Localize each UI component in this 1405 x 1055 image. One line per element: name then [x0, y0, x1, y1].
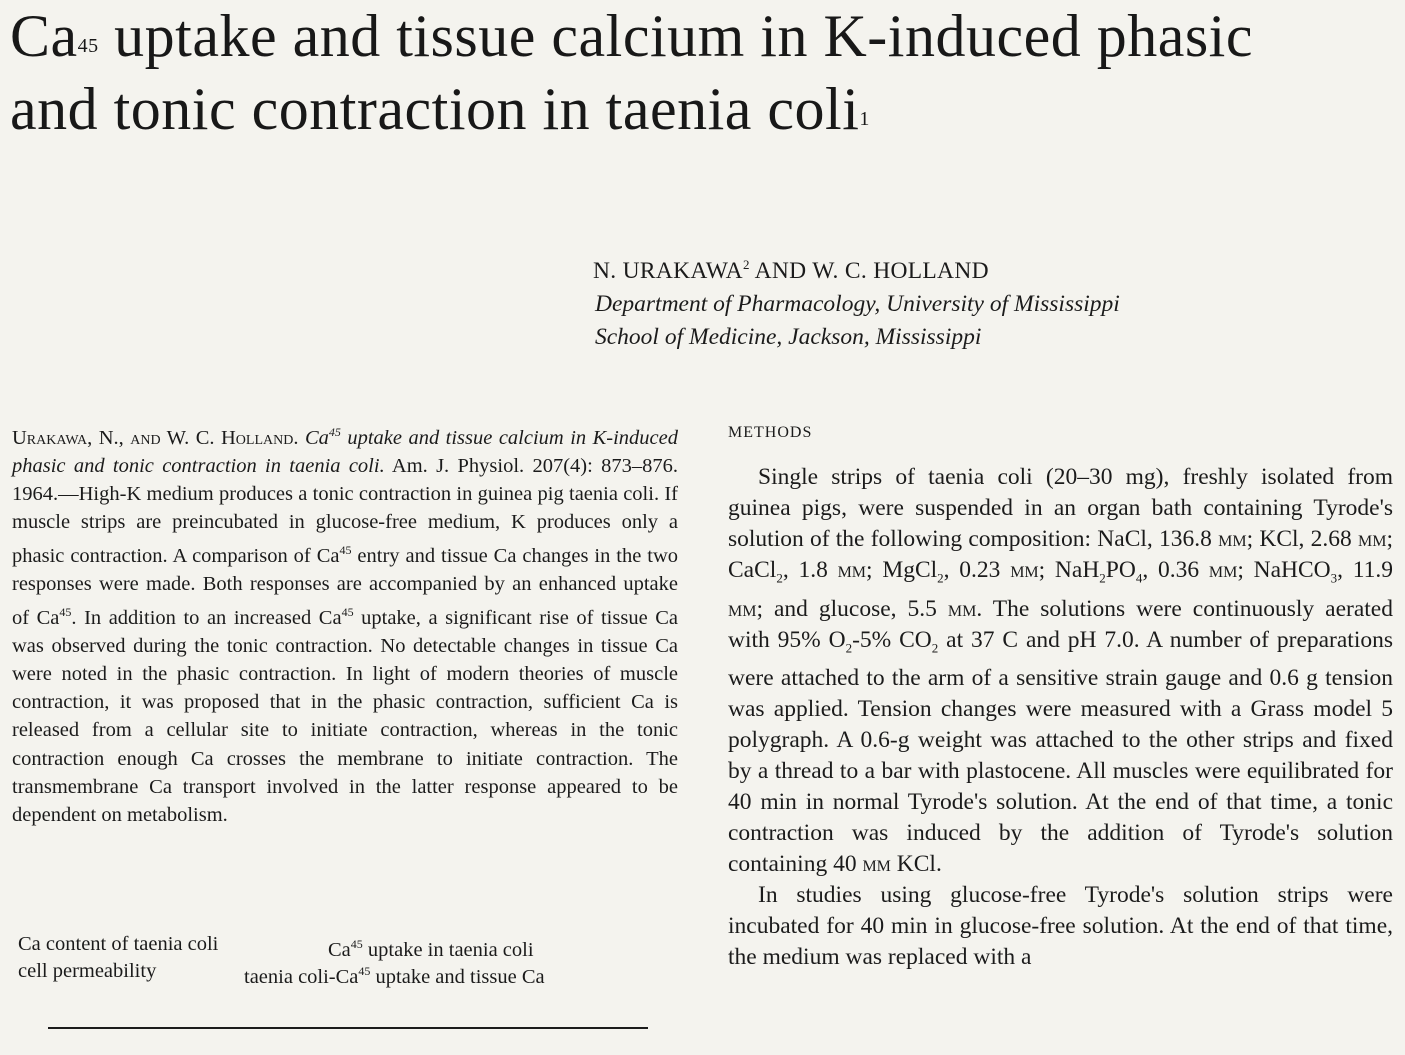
subscript-4: 4 — [1135, 570, 1143, 586]
affiliation-line-1: Department of Pharmacology, University of Mississippi — [595, 290, 1120, 317]
mm-unit: mm — [1208, 557, 1238, 583]
methods-paragraph-2: In studies using glucose-free Tyrode's solution strips were incubated for 40 min in glucose-free solution. At the end of that time, the medium was replaced with a — [728, 882, 1393, 971]
mm-unit: mm — [862, 851, 891, 878]
m-j: ; NaHCO — [1237, 557, 1331, 583]
keyword-4-sup: 45 — [358, 964, 371, 978]
author-2: AND W. C. HOLLAND — [749, 257, 989, 284]
subscript-3: 3 — [1330, 570, 1338, 586]
m-f: , 0.23 — [943, 557, 1011, 583]
m-g: ; NaH — [1038, 557, 1100, 583]
abstract-sup-a: 45 — [339, 543, 352, 558]
footnote-rule — [48, 1027, 648, 1029]
abstract-text-b: entry and tissue Ca changes in the two responses were made. Both responses are accompanied by an enhanced uptake of Ca — [12, 545, 679, 630]
title-part2: uptake and tissue calcium in K-induced phasic and tonic contraction in taenia coli — [10, 3, 1253, 142]
subscript-2: 2 — [1099, 570, 1106, 586]
mm-unit: mm — [1358, 526, 1387, 552]
keyword-2-a: Ca — [328, 938, 351, 961]
keyword-4-b: uptake and tissue Ca — [370, 965, 545, 988]
m-d: , 1.8 — [782, 557, 838, 583]
subscript-2: 2 — [937, 570, 944, 586]
subscript-2: 2 — [845, 640, 853, 656]
subscript-2: 2 — [931, 640, 939, 656]
keyword-3: cell permeability — [18, 960, 157, 982]
m-c: ; CaCl — [728, 526, 1393, 583]
title-part1: Ca — [10, 3, 78, 69]
methods-heading: METHODS — [728, 424, 813, 441]
mm-unit: mm — [1010, 557, 1039, 583]
methods-body — [728, 462, 1393, 973]
abstract-sup-b: 45 — [59, 605, 72, 620]
m-m: . The solutions were continuously aerated with 95% O — [728, 595, 1393, 653]
abstract — [12, 418, 678, 829]
title-sup1: 45 — [77, 35, 99, 57]
m-l: ; and glucose, 5.5 — [756, 595, 948, 622]
mm-unit: mm — [1218, 526, 1247, 552]
abstract-text-a: High-K medium produces a tonic contraction in guinea pig taenia coli. If muscle strips are preincubated in glucose-free medium, K produces only a phasic contraction. A comparison of Ca — [12, 483, 678, 568]
keyword-1: Ca content of taenia coli — [18, 933, 219, 955]
m-e: ; MgCl — [866, 557, 938, 583]
m-p: KCl. — [890, 851, 942, 878]
keyword-4-a: taenia coli-Ca — [244, 965, 359, 988]
m-b: ; KCl, 2.68 — [1246, 526, 1359, 552]
m-i: , 0.36 — [1142, 557, 1209, 583]
abstract-sup-c: 45 — [341, 605, 354, 620]
title-footnote-mark: 1 — [859, 108, 870, 130]
author-footnote-mark: 2 — [742, 257, 750, 272]
keyword-2-sup: 45 — [350, 937, 363, 951]
cite-title-b: uptake and tissue calcium in K-induced phasic and tonic contraction in taenia coli. — [12, 426, 678, 477]
author-1: N. URAKAWA — [593, 257, 743, 284]
mm-unit: mm — [728, 595, 757, 622]
author-names — [593, 248, 1353, 288]
keyword-4 — [244, 957, 545, 991]
mm-unit: mm — [947, 595, 977, 622]
abstract-journal: Am. J. Physiol. 207(4): 873–876. 1964.— — [12, 454, 678, 506]
abstract-text-c: . In addition to an increased Ca — [71, 607, 342, 630]
affiliation-line-2: School of Medicine, Jackson, Mississippi — [595, 323, 982, 350]
methods-paragraph-1 — [728, 462, 1393, 880]
abstract-text-d: uptake, a significant rise of tissue Ca was observed during the tonic contraction. No detectable changes in tissue Ca were noted in the phasic contraction. In light of modern theories of muscle contraction, it was proposed that in the phasic contraction, sufficient Ca is released from a cellular site to initiate contraction, whereas in the tonic contraction enough Ca crosses the membrane to initiate contraction. The transmembrane Ca transport involved in the latter response appeared to be dependent on metabolism. — [12, 607, 678, 826]
cite-title-a: Ca — [304, 426, 329, 449]
paper-title — [10, 0, 1310, 146]
m-k: , 11.9 — [1337, 557, 1394, 583]
mm-unit: mm — [837, 557, 867, 583]
m-n: -5% CO — [852, 626, 932, 653]
cite-title-sup: 45 — [328, 425, 341, 439]
subscript-2: 2 — [776, 570, 783, 586]
m-o: at 37 C and pH 7.0. A number of preparations were attached to the arm of a sensitive strain gauge and 0.6 g tension was applied. Tension changes were measured with a Grass model 5 polygraph. A 0.6-g weight was attached to the other strips and fixed by a thread to a bar with plastocene. All muscles were equilibrated for 40 min in normal Tyrode's solution. At the end of that time, a tonic contraction was induced by the addition of Tyrode's solution containing 40 — [728, 626, 1394, 878]
author-block — [593, 248, 1353, 354]
abstract-citation-authors: Urakawa, N., and W. C. Holland. — [12, 426, 299, 449]
m-a: Single strips of taenia coli (20–30 mg), freshly isolated from guinea pigs, were suspended in an organ bath containing Tyrode's solution of the following composition: NaCl, 136.8 — [728, 464, 1393, 552]
keyword-2-b: uptake in taenia coli — [362, 938, 534, 961]
m-h: PO — [1105, 557, 1136, 583]
